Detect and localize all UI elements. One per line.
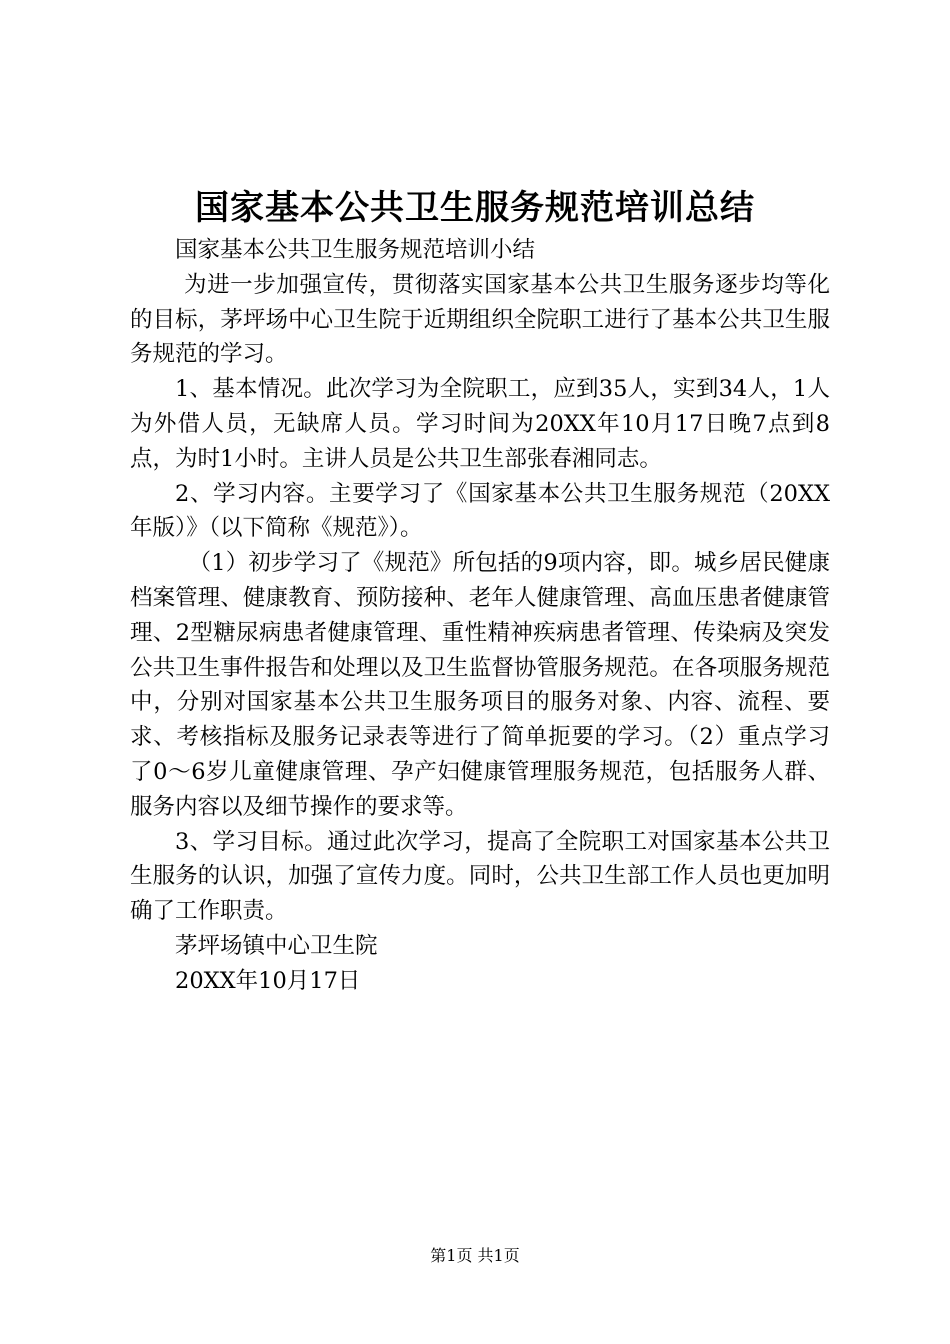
document-body [130, 233, 830, 999]
study-content-paragraph: 2、学习内容。主要学习了《国家基本公共卫生服务规范（20XX年版）》（以下简称《规范》）。 [130, 480, 830, 542]
document-title: 国家基本公共卫生服务规范培训总结 [195, 188, 755, 228]
study-goal-paragraph: 3、学习目标。通过此次学习，提高了全院职工对国家基本公共卫生服务的认识，加强了宣传力度。同时，公共卫生部工作人员也更加明确了工作职责。 [130, 828, 830, 925]
intro-paragraph: 为进一步加强宣传，贯彻落实国家基本公共卫生服务逐步均等化的目标，茅坪场中心卫生院于近期组织全院职工进行了基本公共卫生服务规范的学习。 [130, 271, 830, 368]
basic-situation-paragraph: 1、基本情况。此次学习为全院职工，应到35人，实到34人，1人为外借人员，无缺席人员。学习时间为20XX年10月17日晚7点到8点，为时1小时。主讲人员是公共卫生部张春湘同志。 [130, 376, 830, 472]
subtitle-paragraph: 国家基本公共卫生服务规范培训小结 [175, 237, 536, 263]
signature-organization: 茅坪场镇中心卫生院 [175, 932, 378, 959]
study-details-paragraph: （1）初步学习了《规范》所包括的9项内容，即。城乡居民健康档案管理、健康教育、预防接种、老年人健康管理、高血压患者健康管理、2型糖尿病患者健康管理、重性精神疾病患者管理、传染病及突发公共卫生事件报告和处理以及卫生监督协管服务规范。在各项服务规范中，分别对国家基本公共卫生服务项目的服务对象、内容、流程、要求、考核指标及服务记录表等进行了简单扼要的学习。（2）重点学习了0～6岁儿童健康管理、孕产妇健康管理服务规范，包括服务人群、服务内容以及细节操作的要求等。 [130, 550, 830, 820]
page-footer: 第1页 共1页 [430, 1246, 520, 1265]
signature-date: 20XX年10月17日 [175, 967, 361, 994]
